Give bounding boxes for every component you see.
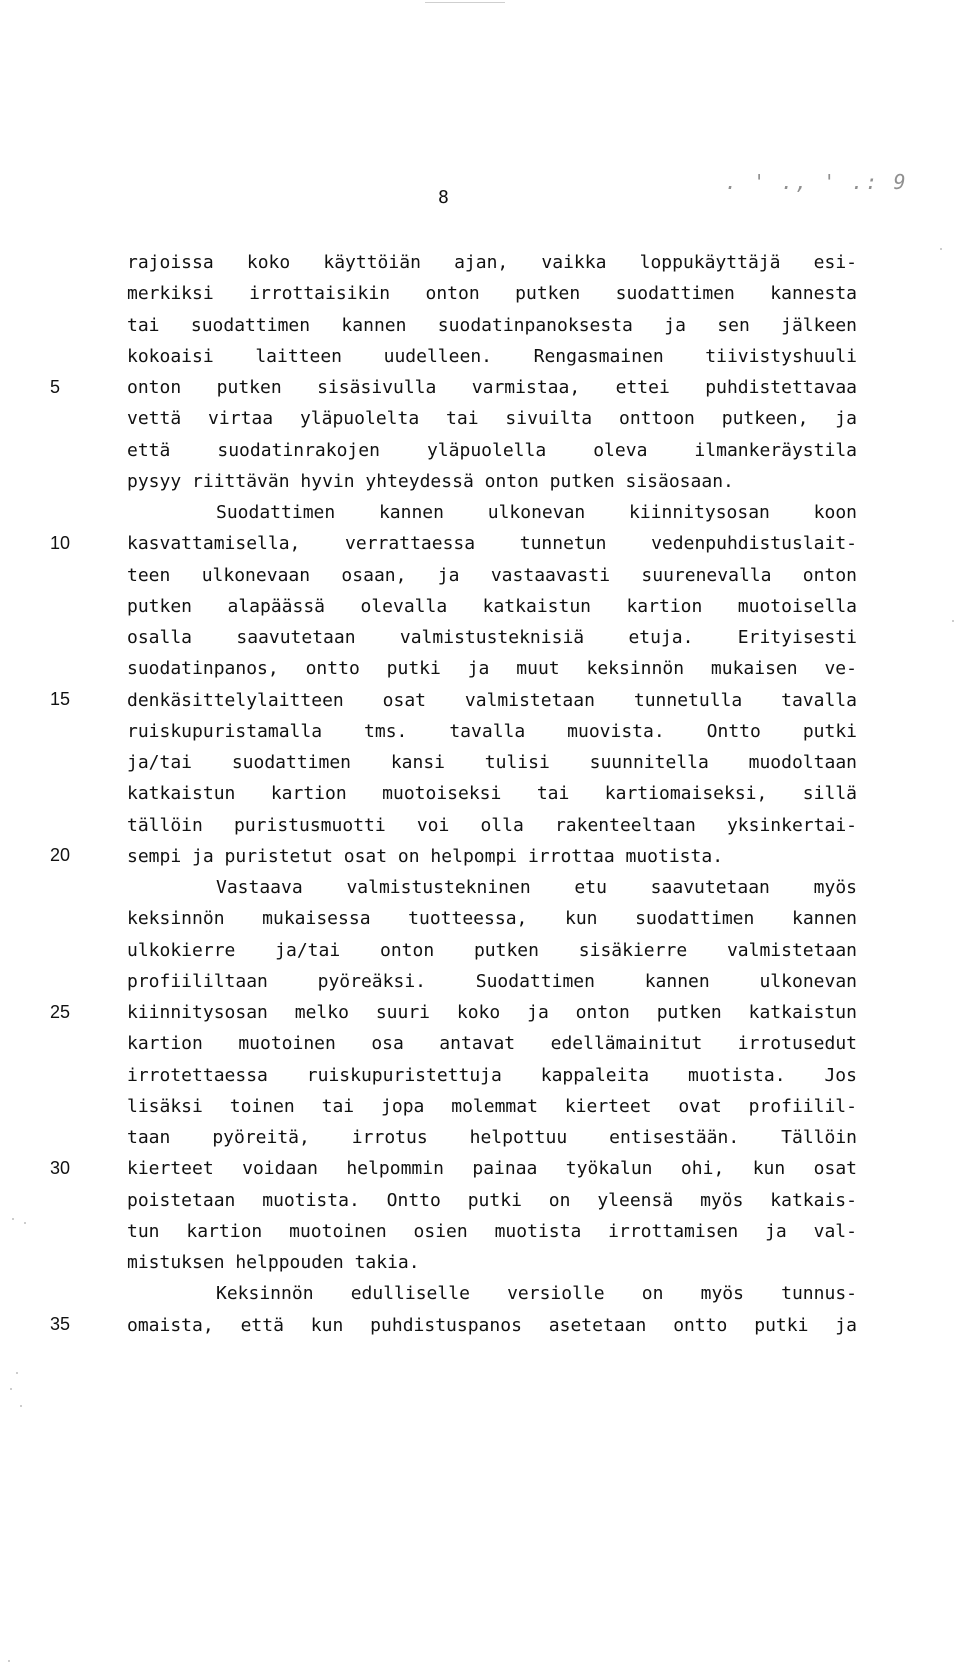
text-line: vettä virtaa yläpuolelta tai sivuilta onttoon putkeen, ja [127, 408, 857, 430]
text-line: sempi ja puristetut osat on helpompi irrottaa muotista. [127, 845, 724, 867]
text-line: tällöin puristusmuotti voi olla rakenteeltaan yksinkertai- [127, 814, 857, 836]
text-line: rajoissa koko käyttöiän ajan, vaikka loppukäyttäjä esi- [127, 252, 857, 273]
text-line: ja/tai suodattimen kansi tulisi suunnitella muodoltaan [127, 752, 857, 773]
scan-noise [20, 1405, 22, 1407]
text-line: Suodattimen kannen ulkonevan kiinnitysosan koon [216, 502, 857, 523]
text-line: onton putken sisäsivulla varmistaa, ettei puhdistettavaa [127, 377, 857, 398]
text-line: kiinnitysosan melko suuri koko ja onton putken katkaistun [127, 1002, 857, 1023]
line-number: 35 [50, 1314, 71, 1334]
text-line: katkaistun kartion muotoiseksi tai kartiomaiseksi, sillä [127, 783, 857, 805]
text-line: ruiskupuristamalla tms. tavalla muovista. Ontto putki [127, 720, 857, 742]
text-line: kierteet voidaan helpommin painaa työkalun ohi, kun osat [127, 1158, 857, 1180]
handwritten-margin-mark: . ' ., ' .: 9 [725, 170, 908, 194]
text-line: lisäksi toinen tai jopa molemmat kierteet ovat profiilil- [127, 1095, 857, 1117]
document-body [127, 247, 857, 1341]
text-line: denkäsittelylaitteen osat valmistetaan tunnetulla tavalla [127, 689, 857, 711]
text-line: kartion muotoinen osa antavat edellämainitut irrotusedut [127, 1033, 857, 1055]
text-line: omaista, että kun puhdistuspanos asetetaan ontto putki ja [127, 1314, 857, 1336]
text-line: että suodatinrakojen yläpuolella oleva ilmankeräystila [127, 439, 857, 461]
scan-noise [12, 1218, 14, 1220]
text-line: kasvattamisella, verrattaessa tunnetun vedenpuhdistuslait- [127, 533, 857, 555]
line-number: 15 [50, 689, 71, 709]
text-line: merkiksi irrottaisikin onton putken suodattimen kannesta [127, 283, 857, 305]
text-line: ulkokierre ja/tai onton putken sisäkierre valmistetaan [127, 939, 857, 961]
scan-noise [10, 1388, 12, 1390]
line-number: 10 [50, 533, 71, 553]
text-line: suodatinpanos, ontto putki ja muut keksinnön mukaisen ve- [127, 658, 857, 680]
text-line: mistuksen helppouden takia. [127, 1252, 420, 1273]
text-line: poistetaan muotista. Ontto putki on yleensä myös katkais- [127, 1189, 857, 1211]
scan-noise [940, 248, 942, 250]
text-line: Vastaava valmistustekninen etu saavutetaan myös [216, 877, 857, 898]
scan-noise [16, 1372, 18, 1374]
scan-noise [952, 620, 954, 622]
scan-edge-mark [425, 2, 505, 3]
line-number: 30 [50, 1158, 71, 1178]
text-line: tai suodattimen kannen suodatinpanoksesta ja sen jälkeen [127, 314, 857, 336]
text-line: keksinnön mukaisessa tuotteessa, kun suodattimen kannen [127, 908, 857, 930]
text-line: profiililtaan pyöreäksi. Suodattimen kannen ulkonevan [127, 970, 857, 992]
text-line: putken alapäässä olevalla katkaistun kartion muotoisella [127, 595, 857, 617]
page-number: 8 [438, 187, 449, 208]
text-line: tun kartion muotoinen osien muotista irrottamisen ja val- [127, 1220, 857, 1242]
line-number: 20 [50, 845, 71, 865]
text-line: teen ulkonevaan osaan, ja vastaavasti suurenevalla onton [127, 564, 857, 586]
text-line: taan pyöreitä, irrotus helpottuu entisestään. Tällöin [127, 1127, 857, 1148]
text-line: pysyy riittävän hyvin yhteydessä onton putken sisäosaan. [127, 470, 734, 492]
text-line: kokoaisi laitteen uudelleen. Rengasmainen tiivistyshuuli [127, 345, 857, 367]
line-number: 25 [50, 1002, 71, 1022]
scan-noise [24, 1222, 26, 1224]
text-line: irrotettaessa ruiskupuristettuja kappaleita muotista. Jos [127, 1064, 857, 1086]
text-line: Keksinnön edulliselle versiolle on myös tunnus- [216, 1283, 857, 1305]
line-number: 5 [50, 377, 61, 397]
text-line: osalla saavutetaan valmistusteknisiä etuja. Erityisesti [127, 627, 857, 648]
